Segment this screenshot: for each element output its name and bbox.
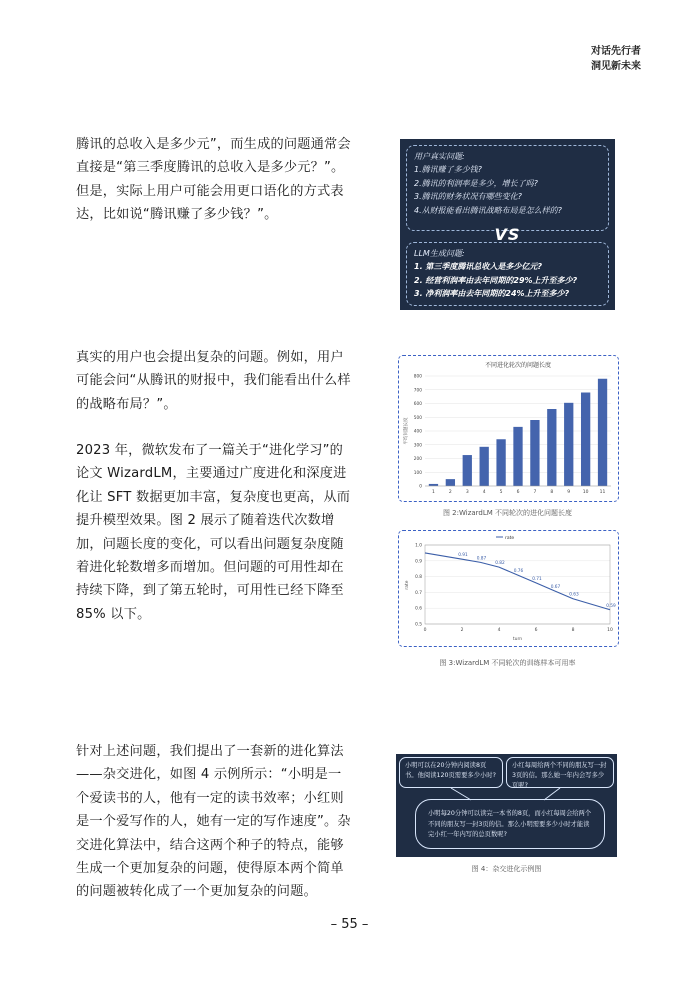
vs-label: VS [494, 225, 521, 244]
y-tick-label: 0.8 [415, 575, 422, 581]
y-tick-label: 600 [413, 402, 422, 407]
y-tick-label: 0 [419, 484, 422, 490]
paragraph-3: 2023 年，微软发布了一篇关于“进化学习”的论文 WizardLM，主要通过广度进化和深度进化让 SFT 数据更加丰富，复杂度也更高，从而提升模型效果。图 2 展示了随着迭代次数增加，问题长度的变化，可以看出问题复杂度随着进化轮数增多而增加。但问题的可用性却在持续下降，到了第五轮时，可用性已经下降至 85% 以下。 [76, 443, 351, 622]
data-label: 0.76 [513, 569, 524, 575]
x-tick-label: 9 [567, 490, 571, 495]
paragraph-1: 腾讯的总收入是多少元”，而生成的问题通常会直接是“第三季度腾讯的总收入是多少元？”。但是，实际上用户可能会用更口语化的方式表达，比如说“腾讯赚了多少钱？”。 [76, 137, 351, 223]
y-tick-label: 700 [413, 388, 422, 394]
y-tick-label: 400 [413, 429, 422, 435]
x-tick-label: 2 [448, 490, 452, 495]
y-tick-label: 0.9 [415, 559, 422, 565]
line-chart-svg [399, 531, 618, 646]
page-number: – 55 – [330, 917, 369, 932]
y-tick-label: 800 [413, 374, 422, 380]
header-line-1: 对话先行者 [591, 46, 641, 57]
data-label: 0.87 [476, 556, 487, 562]
x-tick-label: 4 [497, 628, 501, 633]
hybrid-question: 小明每20分钟可以读完一本书的8页，而小红每周会给两个不同的朋友写一封3页的信。那么小明需要多少小时才能读完小红一年内写的总页数呢? [415, 799, 605, 849]
figure-4-caption: 图 4：杂交进化示例图 [471, 865, 542, 873]
y-tick-label: 0.7 [415, 590, 422, 596]
x-tick-label: 1 [432, 490, 435, 495]
figure-2-caption: 图 2:WizardLM 不同轮次的进化问题长度 [442, 509, 573, 517]
bar [463, 455, 472, 486]
paragraph-4: 针对上述问题，我们提出了一套新的进化算法——杂交进化，如图 4 示例所示：“小明是一个爱读书的人，他有一定的读书效率；小红则是一个爱写作的人，她有一定的写作速度”。杂交进化算法中，结合这两个种子的特点，能够生成一个更加复杂的问题，使得原本两个简单的问题被转化成了一个更加复杂的问题。 [76, 744, 351, 900]
x-tick-label: 7 [533, 490, 537, 495]
x-axis-label: turn [512, 637, 523, 642]
y-tick-label: 100 [413, 470, 422, 476]
y-tick-label: 200 [413, 457, 422, 462]
data-label: 0.67 [550, 584, 561, 590]
y-tick-label: 500 [413, 415, 422, 421]
bar [581, 393, 590, 487]
bar [446, 479, 455, 486]
x-tick-label: 6 [534, 628, 538, 633]
plot-frame [425, 545, 610, 624]
bar [513, 427, 522, 486]
y-axis-label: 平均问题长度 [404, 417, 409, 445]
x-tick-label: 11 [599, 490, 606, 495]
data-label: 0.59 [606, 603, 616, 609]
user-question: 4.从财报能看出腾讯战略布局是怎么样的? [414, 205, 562, 215]
x-tick-label: 10 [607, 628, 613, 633]
llm-questions-box [406, 242, 609, 306]
figure-3-line-chart [398, 530, 619, 647]
bar [480, 447, 489, 486]
figure-3-caption: 图 3:WizardLM 不同轮次的训练样本可用率 [439, 659, 576, 667]
bar [598, 379, 607, 486]
paragraph-2: 真实的用户也会提出复杂的问题。例如，用户可能会问“从腾讯的财报中，我们能看出什么样的战略布局？”。 [76, 350, 351, 412]
x-tick-label: 0 [423, 628, 427, 633]
bar [564, 403, 573, 486]
llm-question: 2. 经营利润率由去年同期的29%上升至多少? [414, 275, 578, 285]
bar [429, 484, 438, 486]
user-questions-box [406, 145, 609, 231]
llm-question: 1. 第三季度腾讯总收入是多少亿元? [414, 262, 543, 271]
llm-questions-list [407, 260, 608, 301]
y-tick-label: 300 [413, 443, 422, 449]
bar-chart-svg [399, 356, 618, 501]
chart-title: 不同进化轮次的问题长度 [484, 362, 552, 369]
llm-question: 3. 净利润率由去年同期的24%上升至多少? [414, 289, 570, 299]
data-label: 0.71 [532, 576, 542, 582]
bar [547, 409, 556, 486]
user-questions-list [407, 163, 608, 217]
y-axis-label: rate [405, 580, 410, 590]
series-line [425, 553, 610, 610]
page-header [591, 44, 641, 74]
data-label: 0.63 [569, 592, 579, 598]
figure-1-comparison [400, 139, 615, 310]
x-tick-label: 6 [516, 490, 520, 495]
bar [530, 420, 539, 486]
figure-2-bar-chart [398, 355, 619, 502]
x-tick-label: 8 [550, 490, 554, 495]
user-question: 2.腾讯的利润率是多少，增长了吗? [414, 178, 538, 188]
header-line-2: 洞见新未来 [591, 61, 641, 72]
seed-question-1: 小明可以在20分钟内阅读8页书。他阅读120页需要多少小时? [399, 757, 503, 788]
x-tick-label: 8 [571, 628, 575, 633]
y-tick-label: 1.0 [415, 543, 422, 549]
seed-question-2: 小红每周给两个不同的朋友写一封3页的信。那么她一年内会写多少页呢? [506, 757, 614, 788]
x-tick-label: 4 [482, 490, 486, 495]
bar [496, 439, 505, 486]
user-question: 1.腾讯赚了多少钱? [414, 165, 482, 174]
x-tick-label: 3 [465, 490, 469, 495]
x-tick-label: 5 [499, 490, 503, 495]
y-tick-label: 0.5 [415, 622, 422, 628]
user-questions-title: 用户真实问题: [414, 152, 465, 161]
x-tick-label: 10 [582, 490, 589, 495]
llm-questions-title: LLM生成问题: [414, 249, 465, 258]
legend-label: rate [505, 536, 515, 541]
data-label: 0.91 [458, 553, 468, 559]
figure-4-hybrid-evolution [396, 754, 617, 857]
y-tick-label: 0.6 [415, 606, 422, 612]
data-label: 0.82 [495, 561, 505, 567]
user-question: 3.腾讯的财务状况有哪些变化? [414, 192, 522, 202]
x-tick-label: 2 [460, 628, 464, 633]
